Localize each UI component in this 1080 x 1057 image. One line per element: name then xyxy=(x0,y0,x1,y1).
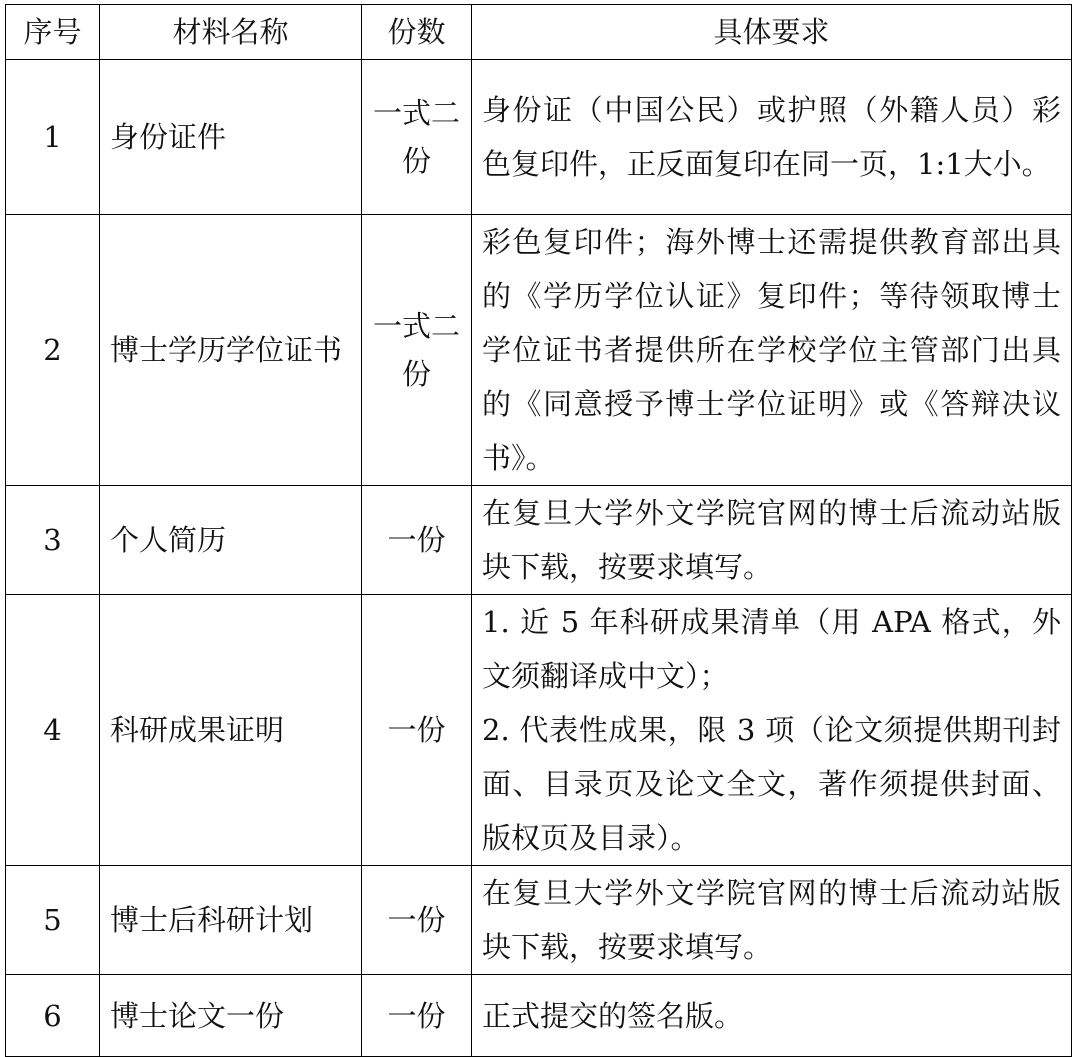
table-row xyxy=(6,215,1072,486)
requirement-text: 身份证（中国公民）或护照（外籍人员）彩色复印件，正反面复印在同一页，1:1大小。 xyxy=(472,60,1072,215)
material-name: 身份证件 xyxy=(100,60,362,215)
table-row xyxy=(6,595,1072,866)
copies-count: 一式二份 xyxy=(362,60,472,215)
copies-count: 一份 xyxy=(362,975,472,1057)
header-material: 材料名称 xyxy=(100,5,362,60)
requirement-item: 2. 代表性成果，限 3 项（论文须提供期刊封面、目录页及论文全文，著作须提供封面、版权页及目录）。 xyxy=(482,713,1061,855)
header-number: 序号 xyxy=(6,5,100,60)
requirement-text: 正式提交的签名版。 xyxy=(472,975,1072,1057)
table-row xyxy=(6,975,1072,1057)
row-number: 2 xyxy=(6,215,100,486)
material-name: 博士后科研计划 xyxy=(100,866,362,975)
row-number: 6 xyxy=(6,975,100,1057)
row-number: 5 xyxy=(6,866,100,975)
copies-count: 一式二份 xyxy=(362,215,472,486)
row-number: 4 xyxy=(6,595,100,866)
copies-count: 一份 xyxy=(362,595,472,866)
header-copies: 份数 xyxy=(362,5,472,60)
material-name: 博士学历学位证书 xyxy=(100,215,362,486)
material-name: 博士论文一份 xyxy=(100,975,362,1057)
table-header-row xyxy=(6,5,1072,60)
material-name: 个人简历 xyxy=(100,486,362,595)
requirement-text: 彩色复印件；海外博士还需提供教育部出具的《学历学位认证》复印件；等待领取博士学位证书者提供所在学校学位主管部门出具的《同意授予博士学位证明》或《答辩决议书》。 xyxy=(472,215,1072,486)
materials-table xyxy=(5,4,1072,1057)
requirement-text xyxy=(472,595,1072,866)
table-row xyxy=(6,486,1072,595)
copies-count: 一份 xyxy=(362,866,472,975)
requirement-text: 在复旦大学外文学院官网的博士后流动站版块下载，按要求填写。 xyxy=(472,866,1072,975)
row-number: 1 xyxy=(6,60,100,215)
row-number: 3 xyxy=(6,486,100,595)
requirement-text: 在复旦大学外文学院官网的博士后流动站版块下载，按要求填写。 xyxy=(472,486,1072,595)
header-requirement: 具体要求 xyxy=(472,5,1072,60)
copies-count: 一份 xyxy=(362,486,472,595)
requirement-item: 1. 近 5 年科研成果清单（用 APA 格式，外文须翻译成中文）； xyxy=(482,605,1061,693)
table-row xyxy=(6,866,1072,975)
material-name: 科研成果证明 xyxy=(100,595,362,866)
table-row xyxy=(6,60,1072,215)
